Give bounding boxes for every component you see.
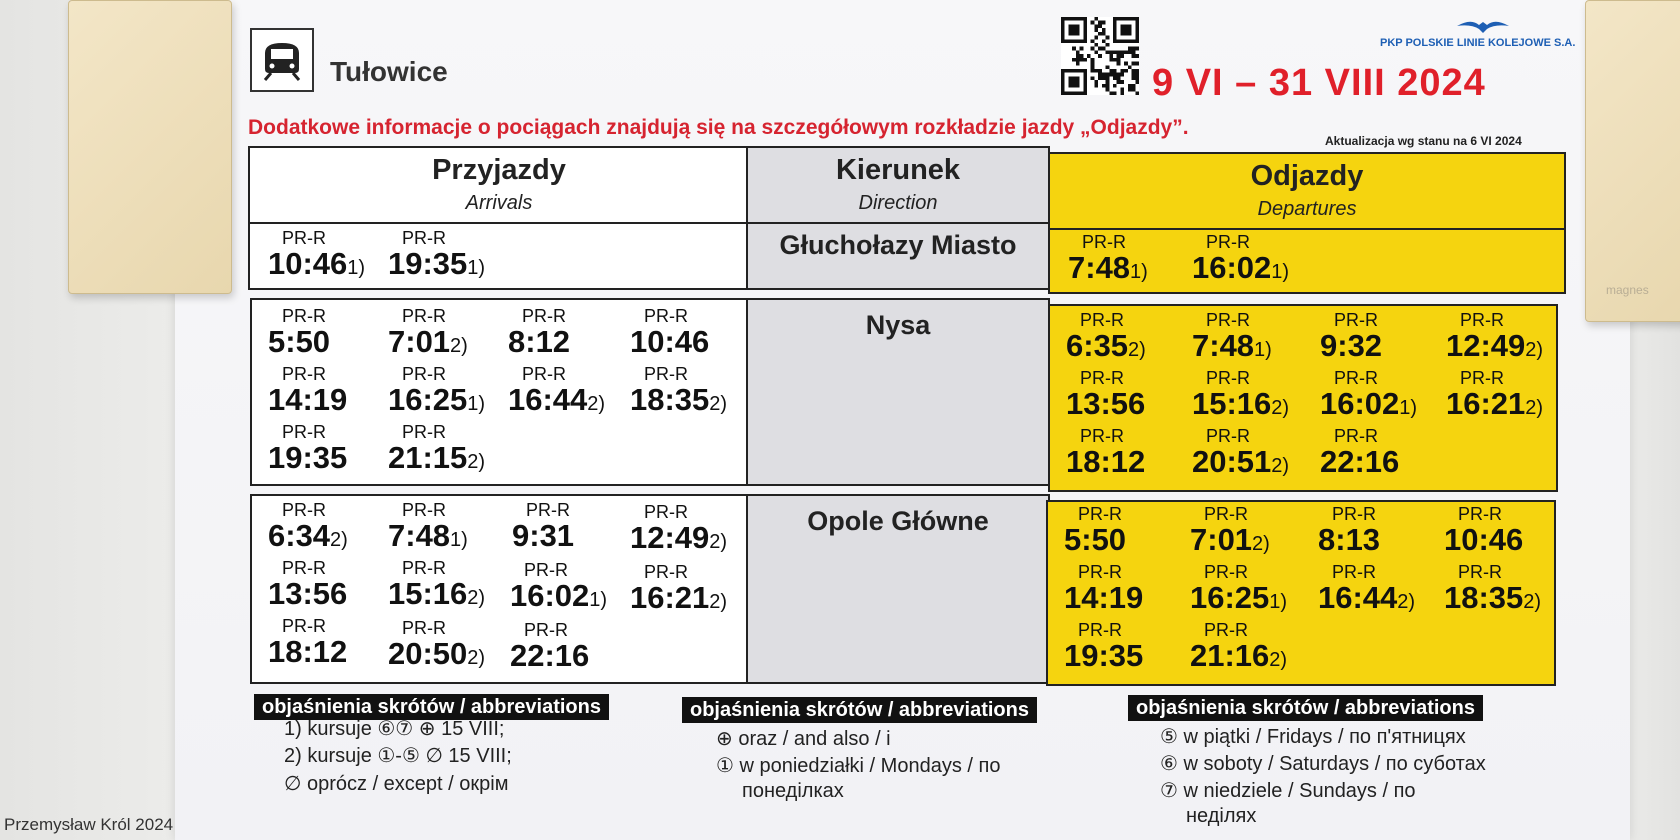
train-time: 20:50	[388, 636, 468, 671]
train-note: 2)	[467, 587, 486, 609]
station-name: Tułowice	[330, 56, 448, 87]
train-category: PR-R	[402, 364, 446, 384]
row-3-direction	[746, 494, 1050, 684]
train-time: 9:32	[1320, 328, 1383, 363]
train-category: PR-R	[1082, 232, 1126, 252]
row-3-arrivals	[250, 494, 748, 684]
train-time: 5:50	[1064, 522, 1127, 557]
train-time: 22:16	[1320, 444, 1400, 479]
train-category: PR-R	[1206, 310, 1250, 330]
train-category: PR-R	[644, 502, 688, 522]
train-note: 2)	[1128, 339, 1146, 361]
train-note: 2)	[450, 335, 468, 357]
train-time: 7:01	[388, 324, 451, 359]
train-time: 5:50	[268, 324, 331, 359]
train-time: 16:02	[510, 578, 590, 613]
train-category: PR-R	[1080, 310, 1124, 330]
abbr-note: ∅ oprócz / except / окрім	[284, 773, 509, 795]
train-time: 16:25	[1190, 580, 1270, 615]
train-time: 12:49	[1446, 328, 1526, 363]
train-time: 18:35	[630, 382, 710, 417]
train-time: 16:02	[1192, 250, 1272, 285]
train-time: 19:35	[1064, 638, 1144, 673]
abbr-note: ⑦ w niedziele / Sundays / по	[1160, 780, 1416, 802]
row-1-arrivals	[248, 222, 750, 290]
train-time: 21:15	[388, 440, 468, 475]
row-1-departures	[1048, 228, 1566, 294]
train-category: PR-R	[1078, 504, 1122, 524]
validity-dates: 9 VI – 31 VIII 2024	[1152, 62, 1486, 104]
train-category: PR-R	[282, 422, 326, 442]
departures-title: Odjazdy	[1250, 160, 1364, 192]
direction-name: Głuchołazy Miasto	[779, 230, 1017, 260]
train-category: PR-R	[1206, 232, 1250, 252]
train-time: 15:16	[1192, 386, 1272, 421]
train-category: PR-R	[282, 616, 326, 636]
train-time: 13:56	[268, 576, 348, 611]
train-note: 2)	[1525, 339, 1544, 361]
abbr-note: ⑥ w soboty / Saturdays / по суботах	[1160, 753, 1486, 775]
direction-name: Opole Główne	[807, 506, 989, 536]
train-note: 2)	[1525, 397, 1544, 419]
direction-header	[746, 146, 1050, 224]
train-note: 2)	[330, 529, 348, 551]
abbr-note: понеділках	[742, 780, 844, 802]
train-note: 2)	[587, 393, 606, 415]
train-time: 16:44	[1318, 580, 1398, 615]
train-category: PR-R	[402, 228, 446, 248]
train-category: PR-R	[1204, 620, 1248, 640]
train-icon	[250, 28, 314, 92]
row-1-direction	[746, 222, 1050, 290]
train-note: 1)	[1130, 261, 1148, 283]
train-category: PR-R	[1080, 368, 1124, 388]
train-note: 1)	[1271, 261, 1290, 283]
clip-right	[1585, 0, 1680, 322]
train-time: 15:16	[388, 576, 468, 611]
train-note: 2)	[1252, 533, 1270, 555]
train-category: PR-R	[402, 618, 446, 638]
train-note: 2)	[1271, 397, 1290, 419]
train-note: 2)	[709, 531, 728, 553]
info-line: Dodatkowe informacje o pociągach znajdują się na szczegółowym rozkładzie jazdy „Odjazdy”.	[248, 116, 1189, 139]
train-time: 18:35	[1444, 580, 1524, 615]
train-category: PR-R	[1078, 620, 1122, 640]
train-time: 21:16	[1190, 638, 1270, 673]
train-category: PR-R	[1206, 426, 1250, 446]
train-category: PR-R	[1460, 368, 1504, 388]
train-category: PR-R	[1458, 562, 1502, 582]
qr-code	[1061, 17, 1139, 95]
train-category: PR-R	[644, 306, 688, 326]
train-note: 1)	[589, 589, 608, 611]
train-time: 16:44	[508, 382, 588, 417]
train-time: 22:16	[510, 638, 590, 673]
row-3-departures	[1046, 500, 1556, 686]
train-category: PR-R	[1458, 504, 1502, 524]
train-time: 19:35	[388, 246, 468, 281]
train-note: 1)	[467, 393, 486, 415]
train-time: 7:48	[388, 518, 451, 553]
direction-subtitle: Direction	[858, 192, 938, 214]
operator-name: PKP POLSKIE LINIE KOLEJOWE S.A.	[1380, 37, 1576, 49]
train-category: PR-R	[282, 228, 326, 248]
train-category: PR-R	[402, 500, 446, 520]
train-category: PR-R	[524, 620, 568, 640]
train-category: PR-R	[1332, 562, 1376, 582]
train-category: PR-R	[1204, 562, 1248, 582]
train-time: 14:19	[268, 382, 348, 417]
train-note: 2)	[1271, 455, 1290, 477]
arrivals-header	[248, 146, 750, 224]
train-category: PR-R	[402, 306, 446, 326]
train-note: 2)	[709, 591, 728, 613]
train-category: PR-R	[282, 500, 326, 520]
train-category: PR-R	[282, 306, 326, 326]
row-2-direction	[746, 298, 1050, 486]
row-2-departures	[1048, 304, 1558, 492]
train-time: 16:21	[630, 580, 710, 615]
train-time: 6:34	[268, 518, 331, 553]
train-note: 1)	[450, 529, 468, 551]
train-category: PR-R	[1460, 310, 1504, 330]
abbr-note: ⑤ w piątki / Fridays / по п'ятницях	[1160, 726, 1466, 748]
train-category: PR-R	[282, 364, 326, 384]
train-category: PR-R	[1080, 426, 1124, 446]
train-time: 18:12	[268, 634, 348, 669]
train-note: 1)	[467, 257, 486, 279]
train-time: 14:19	[1064, 580, 1144, 615]
train-time: 16:02	[1320, 386, 1400, 421]
train-category: PR-R	[526, 500, 570, 520]
train-category: PR-R	[1206, 368, 1250, 388]
train-time: 16:25	[388, 382, 468, 417]
direction-name: Nysa	[865, 310, 931, 340]
abbreviations-heading-2: objaśnienia skrótów / abbreviations	[682, 697, 1037, 723]
train-note: 1)	[1254, 339, 1272, 361]
train-category: PR-R	[1078, 562, 1122, 582]
train-time: 20:51	[1192, 444, 1272, 479]
train-note: 2)	[1523, 591, 1542, 613]
abbreviations-heading-3: objaśnienia skrótów / abbreviations	[1128, 695, 1483, 721]
train-time: 8:13	[1318, 522, 1381, 557]
arrivals-subtitle: Arrivals	[465, 192, 533, 214]
train-category: PR-R	[402, 558, 446, 578]
abbr-note: неділях	[1186, 805, 1257, 827]
departures-subtitle: Departures	[1257, 198, 1357, 220]
abbreviations-heading-1: objaśnienia skrótów / abbreviations	[254, 694, 609, 720]
train-category: PR-R	[524, 560, 568, 580]
train-category: PR-R	[644, 562, 688, 582]
train-time: 18:12	[1066, 444, 1146, 479]
clip-text: magnes	[1606, 283, 1649, 297]
train-time: 7:01	[1190, 522, 1253, 557]
abbr-note: ⊕ oraz / and also / і	[716, 728, 891, 750]
photo-credit: Przemysław Król 2024	[4, 815, 174, 834]
train-time: 9:31	[512, 518, 575, 553]
row-2-arrivals	[250, 298, 748, 486]
train-note: 2)	[1397, 591, 1416, 613]
train-category: PR-R	[282, 558, 326, 578]
abbr-note: 2) kursuje ①-⑤ ∅ 15 VIII;	[284, 745, 512, 767]
update-note: Aktualizacja wg stanu na 6 VI 2024	[1325, 134, 1522, 148]
train-time: 10:46	[268, 246, 348, 281]
train-time: 7:48	[1192, 328, 1255, 363]
train-category: PR-R	[402, 422, 446, 442]
train-category: PR-R	[1204, 504, 1248, 524]
train-note: 2)	[467, 451, 486, 473]
train-category: PR-R	[1332, 504, 1376, 524]
train-time: 10:46	[1444, 522, 1524, 557]
abbr-note: 1) kursuje ⑥⑦ ⊕ 15 VIII;	[284, 718, 505, 740]
train-note: 1)	[1269, 591, 1288, 613]
clip-left	[68, 0, 232, 294]
train-note: 2)	[1269, 649, 1288, 671]
train-category: PR-R	[522, 306, 566, 326]
departures-header	[1048, 152, 1566, 230]
train-note: 2)	[467, 647, 486, 669]
train-time: 19:35	[268, 440, 348, 475]
train-category: PR-R	[1334, 368, 1378, 388]
train-category: PR-R	[522, 364, 566, 384]
direction-title: Kierunek	[835, 154, 961, 186]
train-note: 2)	[709, 393, 728, 415]
train-time: 12:49	[630, 520, 710, 555]
pkp-logo	[1368, 18, 1576, 54]
train-time: 6:35	[1066, 328, 1129, 363]
train-time: 7:48	[1068, 250, 1131, 285]
train-note: 1)	[1399, 397, 1418, 419]
train-time: 10:46	[630, 324, 710, 359]
train-time: 16:21	[1446, 386, 1526, 421]
train-time: 13:56	[1066, 386, 1146, 421]
arrivals-title: Przyjazdy	[432, 154, 566, 186]
train-category: PR-R	[1334, 426, 1378, 446]
abbr-note: ① w poniedziałki / Mondays / по	[716, 755, 1001, 777]
train-note: 1)	[347, 257, 366, 279]
train-time: 8:12	[508, 324, 571, 359]
train-category: PR-R	[644, 364, 688, 384]
train-category: PR-R	[1334, 310, 1378, 330]
